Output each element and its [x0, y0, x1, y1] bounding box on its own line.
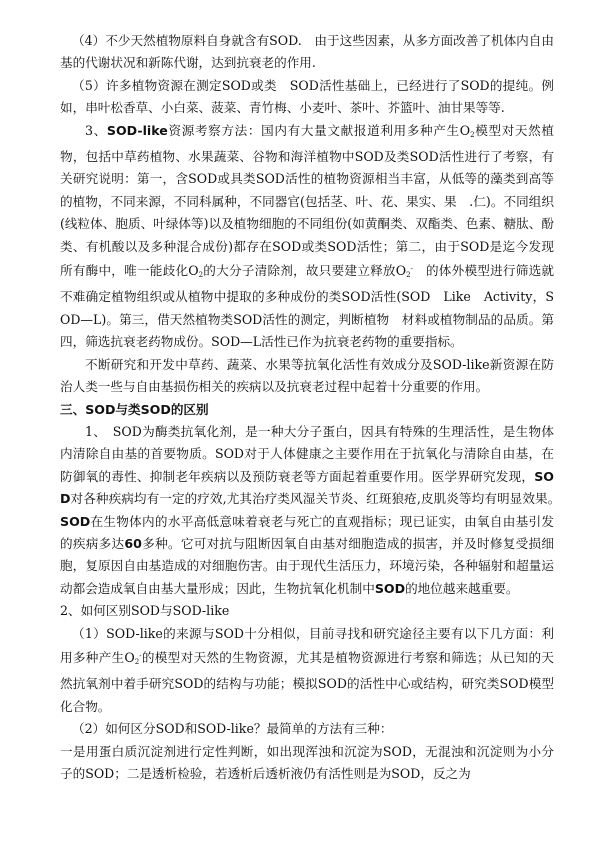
bold-term: 60	[124, 535, 142, 551]
subheading-how-to-distinguish: 2、如何区别SOD与SOD-like	[60, 603, 230, 619]
text-run: 的模型对天然的生物资源，尤其是植物资源进行考察和筛选；从已知的天然抗氧剂中着手研究SOD的结构与功能；模拟SOD的活性中心或结构，研究类SOD模型化合物。	[60, 649, 555, 714]
text-run: 1、 SOD为酶类抗氧化剂，是一种大分子蛋白，因具有特殊的生理活性，是生物体内清除自由基的首要物质。SOD对于人体健康之主要作用在于抗氧化与清除自由基，在防御氧的毒性、抑制老年疾病以及预防衰老等方面起着重要作用。医学界研究发现，	[60, 423, 554, 484]
paragraph-sod-enzyme	[60, 421, 567, 600]
text-run: 资源考察方法：国内有大量文献报道利用多种产生O	[167, 122, 471, 138]
subscript: 2	[406, 271, 411, 280]
text-run: 的大分子清除剂，故只要建立释放O	[203, 263, 407, 279]
text-run: 的地位越来越重要。	[405, 580, 519, 596]
bold-term: SOD	[60, 513, 91, 529]
paragraph-method-details: 一是用蛋白质沉淀剂进行定性判断，如出现浑浊和沉淀为SOD，无混浊和沉淀则为小分子的SOD；二是透析检验，若透析后透析液仍有活性则是为SOD，反之为	[60, 743, 554, 781]
text-run: 对各种疾病均有一定的疗效,尤其治疗类风湿关节炎、红斑狼疮,皮肌炎等均有明显效果。	[70, 491, 567, 507]
text-run: 多种。它可对抗与阻断因氧自由基对细胞造成的损害，并及时修复受损细胞，复原因自由基造成的对细胞伤害。由于现代生活压力，环境污染，各种辐射和超量运动都会造成氧自由基大量形成；因此，生物抗氧化机制中	[60, 535, 555, 596]
bold-term: SOD	[374, 580, 406, 596]
subscript: 2	[134, 657, 140, 666]
paragraph-research-development: 不断研究和开发中草药、蔬菜、水果等抗氧化活性有效成分及SOD-like新资源在防治人类一些与自由基损伤相关的疾病以及抗衰老过程中起着十分重要的作用。	[60, 356, 554, 395]
paragraph-sod-like-methods	[60, 120, 554, 354]
text-run: 3、	[85, 122, 107, 138]
paragraph-4-natural-plants: （4）不少天然植物原料自身就含有SOD. 由于这些因素，从多方面改善了机体内自由基的代谢状况和新陈代谢，达到抗衰老的作用.	[60, 33, 554, 71]
text-run: 在生物体内的水平高低意味着衰老与死亡的直观指标；现已证实，由氧自由基引发的疾病多达	[60, 513, 554, 551]
paragraph-5-plant-resources: （5）许多植物资源在测定SOD或类 SOD活性基础上，已经进行了SOD的提纯。例如，串叶松香草、小白菜、菠菜、青竹梅、小麦叶、茶叶、芥篮叶、油甘果等等.	[60, 77, 554, 116]
bold-term: SOD	[60, 468, 554, 507]
superscript: -	[139, 651, 142, 660]
text-run: 模型对天然植物，包括中草药植物、水果蔬菜、谷物和海洋植物中SOD及类SOD活性进行了考察，有关研究说明：第一，含SOD或具类SOD活性的植物资源相当丰富，从低等的藻类到高等的植物，不同来源，不同科属种，不同器官(包括茎、叶、花、果实、果 .仁)。不同组织(线粒体、胞质、叶绿体等)以及植物细胞的不同组份(如黄酮类、双酯类、色素、糖肽、酚类、有机酸以及多种混合成份)都存在SOD或类SOD活性；第二，由于SOD是迄今发现所有酶中，唯一能歧化O	[60, 122, 555, 279]
text-run: （1）SOD-like的来源与SOD十分相似，目前寻找和研究途径主要有以下几方面：利用多种产生O	[60, 625, 554, 665]
sod-like-term: SOD-like	[106, 122, 168, 138]
text-run: 的体外模型进行筛选就不难确定植物组织或从植物中提取的多种成份的类SOD活性(SOD Like Activity，SOD—L)。第三，借天然植物类SOD活性的测定，判断植物 材料或植物制品的品质。第四，筛选抗衰老药物成份。SOD—L活性已作为抗衰老药物的重要指标。	[60, 263, 555, 350]
subscript: 2	[470, 130, 475, 139]
section-heading-sod-difference: 三、SOD与类SOD的区别	[60, 401, 209, 417]
subscript: 2	[198, 271, 204, 280]
paragraph-sod-like-sources	[60, 623, 554, 719]
superscript: -	[410, 265, 413, 274]
paragraph-distinguish-methods: （2）如何区分SOD和SOD-like？最简单的方法有三种：	[72, 721, 393, 737]
